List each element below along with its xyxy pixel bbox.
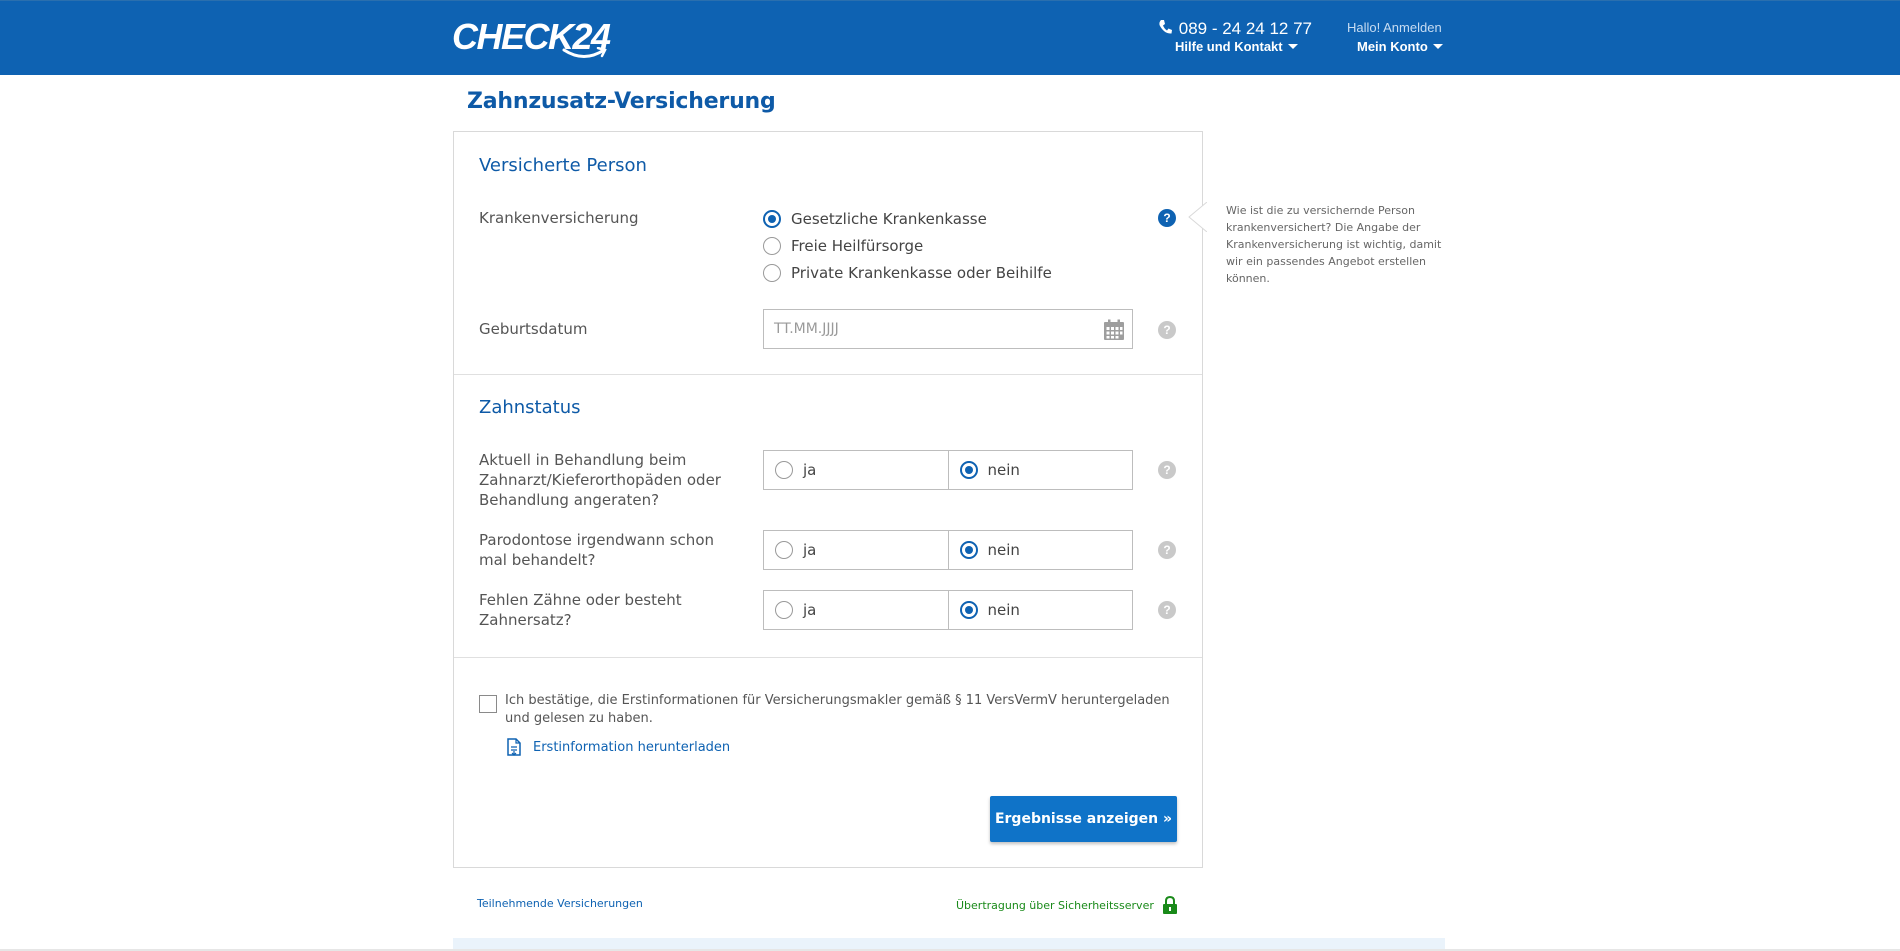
- option-label: nein: [987, 601, 1020, 619]
- radio-button-selected[interactable]: [960, 601, 978, 619]
- question-label-treatment: Aktuell in Behandlung beim Zahnarzt/Kieferorthopäden oder Behandlung angeraten?: [479, 451, 721, 509]
- birthdate-input[interactable]: [763, 309, 1133, 349]
- account-menu[interactable]: [1357, 39, 1443, 54]
- option-no[interactable]: [948, 591, 1133, 629]
- option-yes[interactable]: [764, 451, 948, 489]
- option-label: nein: [987, 461, 1020, 479]
- radio-label: Private Krankenkasse oder Beihilfe: [791, 264, 1052, 282]
- yes-no-toggle-missing-teeth: [763, 590, 1133, 630]
- radio-option-heilfuersorge[interactable]: [763, 235, 923, 257]
- tooltip-pointer: [1187, 202, 1207, 232]
- help-icon[interactable]: ?: [1158, 461, 1176, 479]
- help-icon[interactable]: ?: [1158, 209, 1176, 227]
- help-contact-menu[interactable]: [1175, 39, 1298, 54]
- option-yes[interactable]: [764, 591, 948, 629]
- option-label: nein: [987, 541, 1020, 559]
- radio-label: Gesetzliche Krankenkasse: [791, 210, 987, 228]
- section-divider: [454, 374, 1202, 375]
- option-label: ja: [803, 541, 817, 559]
- login-link[interactable]: Hallo! Anmelden: [1347, 20, 1442, 35]
- birthdate-label: Geburtsdatum: [479, 320, 588, 338]
- chevron-down-icon: [1433, 44, 1443, 49]
- page-title: Zahnzusatz-Versicherung: [467, 89, 776, 114]
- help-contact-label: Hilfe und Kontakt: [1175, 39, 1283, 54]
- option-no[interactable]: [948, 531, 1133, 569]
- consent-checkbox[interactable]: [479, 695, 497, 713]
- logo-smile-icon: [562, 47, 608, 61]
- help-tooltip-text: Wie ist die zu versichernde Person krankenversichert? Die Angabe der Krankenversicherung ist wichtig, damit wir ein passendes Angebot erstellen können.: [1226, 204, 1442, 285]
- check24-logo[interactable]: CHECK24: [452, 17, 612, 61]
- lock-icon: [1162, 896, 1178, 915]
- radio-button[interactable]: [775, 461, 793, 479]
- radio-button[interactable]: [775, 541, 793, 559]
- birthdate-placeholder: TT.MM.JJJJ: [774, 321, 839, 337]
- calendar-icon[interactable]: [1103, 319, 1125, 341]
- option-label: ja: [803, 461, 817, 479]
- help-icon[interactable]: ?: [1158, 601, 1176, 619]
- yes-no-toggle-parodontose: [763, 530, 1133, 570]
- section-title-teeth-status: Zahnstatus: [479, 397, 581, 418]
- phone-icon: [1158, 19, 1172, 35]
- account-label: Mein Konto: [1357, 39, 1428, 54]
- radio-button-selected[interactable]: [960, 461, 978, 479]
- radio-option-gesetzlich[interactable]: [763, 208, 987, 230]
- section-title-insured-person: Versicherte Person: [479, 155, 647, 176]
- consent-text: Ich bestätige, die Erstinformationen für Versicherungsmakler gemäß § 11 VersVermV heruntergeladen und gelesen zu haben.: [505, 693, 1170, 726]
- radio-option-privat[interactable]: [763, 262, 1052, 284]
- download-label: Erstinformation herunterladen: [533, 739, 731, 755]
- document-download-icon: [505, 738, 523, 756]
- radio-button[interactable]: [763, 264, 781, 282]
- help-icon[interactable]: ?: [1158, 541, 1176, 559]
- radio-label: Freie Heilfürsorge: [791, 237, 924, 255]
- option-yes[interactable]: [764, 531, 948, 569]
- download-erstinformation-link[interactable]: [505, 738, 730, 756]
- radio-button-selected[interactable]: [763, 210, 781, 228]
- option-label: ja: [803, 601, 817, 619]
- phone-number: 089 - 24 24 12 77: [1178, 19, 1313, 38]
- section-divider: [454, 657, 1202, 658]
- yes-no-toggle-treatment: [763, 450, 1133, 490]
- option-no[interactable]: [948, 451, 1133, 489]
- health-insurance-label: Krankenversicherung: [479, 209, 639, 227]
- radio-button[interactable]: [775, 601, 793, 619]
- participating-insurers-link[interactable]: Teilnehmende Versicherungen: [477, 897, 643, 910]
- radio-button[interactable]: [763, 237, 781, 255]
- chevron-down-icon: [1288, 44, 1298, 49]
- secure-transfer-notice: [956, 896, 1178, 915]
- insurance-form-card: [453, 131, 1203, 868]
- question-label-missing-teeth: Fehlen Zähne oder besteht Zahnersatz?: [479, 591, 682, 629]
- top-navigation-bar: [0, 0, 1900, 75]
- show-results-button[interactable]: Ergebnisse anzeigen »: [990, 796, 1177, 842]
- hotline-phone[interactable]: [1158, 19, 1312, 39]
- question-label-parodontose: Parodontose irgendwann schon mal behandelt?: [479, 531, 714, 569]
- secure-transfer-text: Übertragung über Sicherheitsserver: [956, 899, 1154, 912]
- help-icon[interactable]: ?: [1158, 321, 1176, 339]
- radio-button-selected[interactable]: [960, 541, 978, 559]
